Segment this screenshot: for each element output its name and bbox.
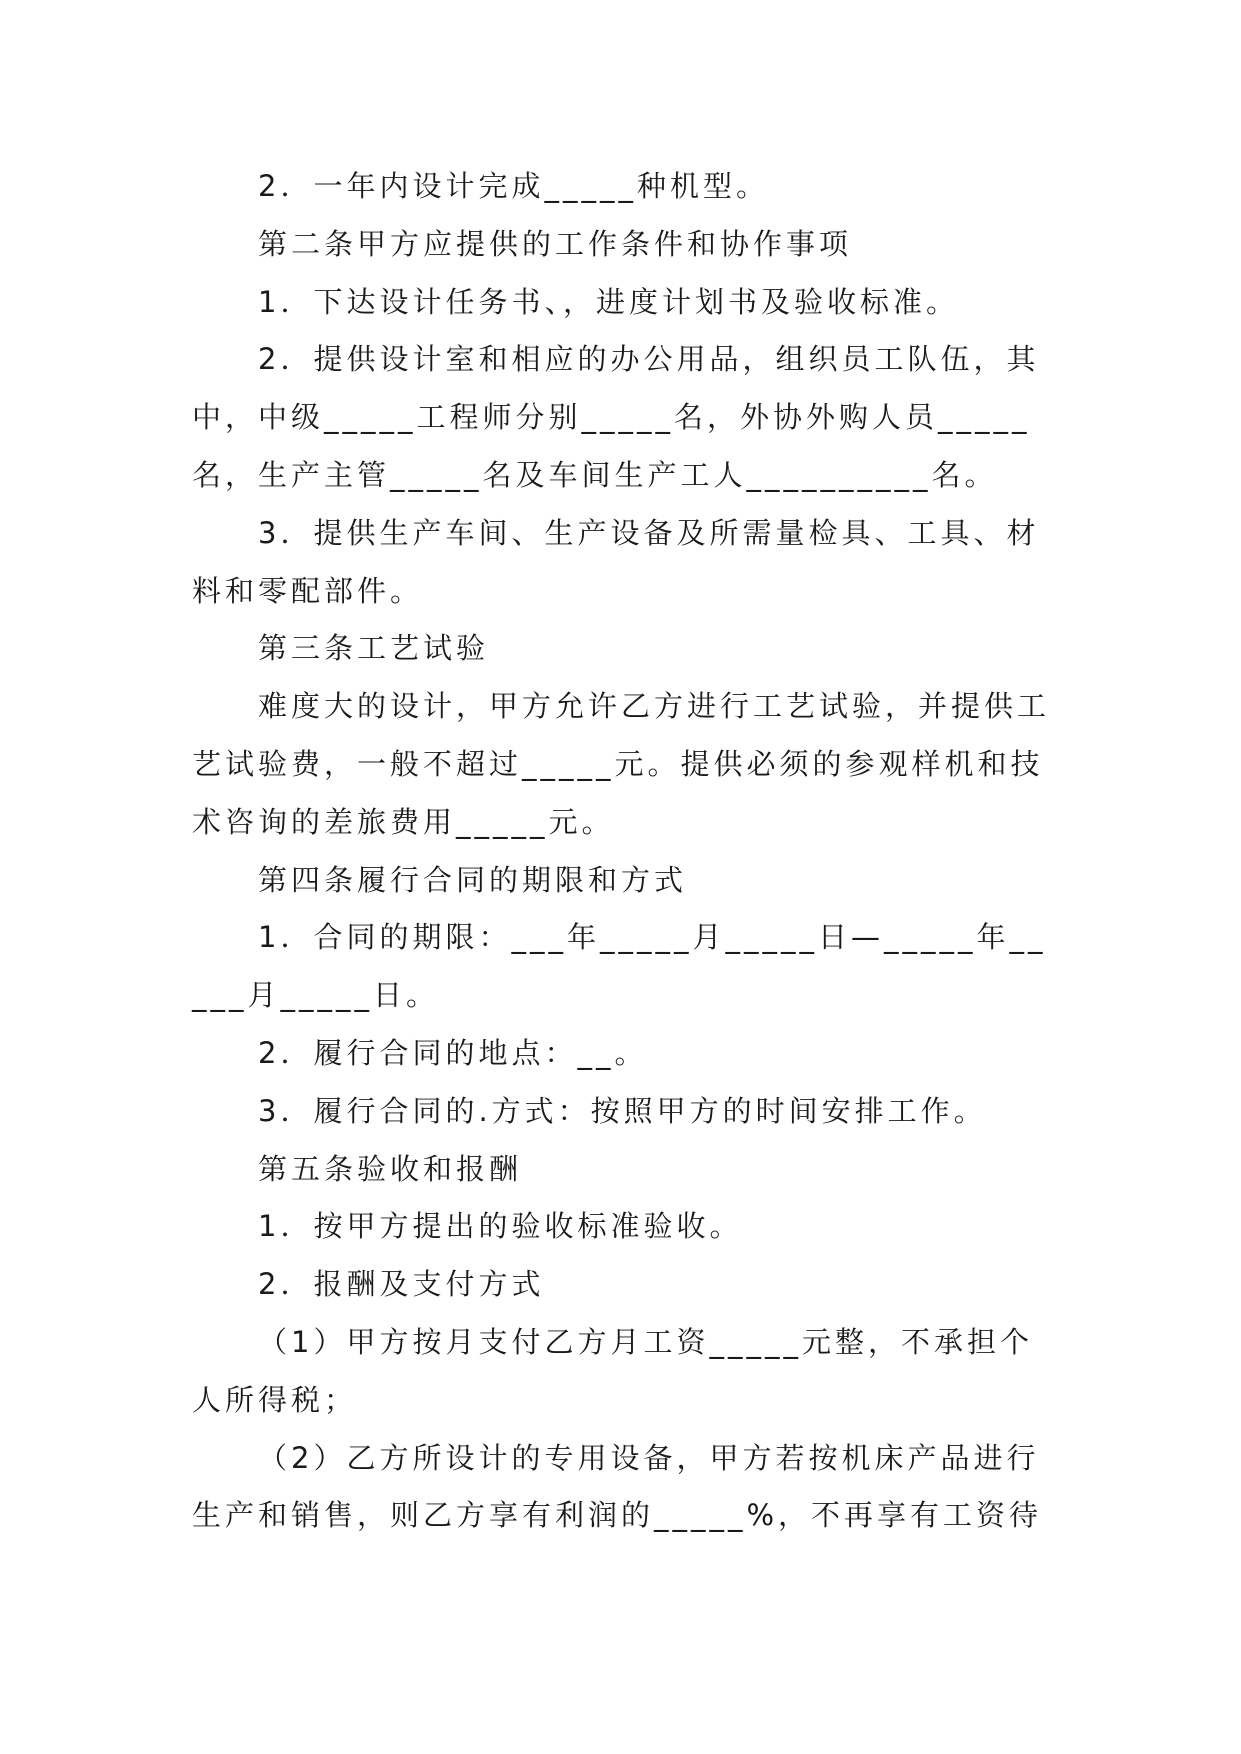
paragraph-contract-period: 1．合同的期限：___年_____月_____日—_____年_____月_____日。 — [192, 920, 1047, 1013]
article-4-heading: 第四条履行合同的期限和方式 — [258, 862, 688, 897]
paragraph-production-facilities: 3．提供生产车间、生产设备及所需量检具、工具、材料和零配部件。 — [192, 515, 1040, 608]
paragraph-payment-method: 2．报酬及支付方式 — [258, 1267, 545, 1302]
article-3-heading: 第三条工艺试验 — [258, 631, 490, 666]
paragraph-contract-method: 3．履行合同的.方式：按照甲方的时间安排工作。 — [258, 1093, 987, 1128]
paragraph-design-tasks: 1．下达设计任务书、，进度计划书及验收标准。 — [258, 284, 959, 319]
paragraph-contract-location: 2．履行合同的地点：__。 — [258, 1035, 648, 1070]
paragraph-profit-share: （2）乙方所设计的专用设备，甲方若按机床产品进行生产和销售，则乙方享有利润的_____%，不再享有工资待 — [192, 1440, 1043, 1533]
paragraph-process-trial: 难度大的设计，甲方允许乙方进行工艺试验，并提供工艺试验费，一般不超过_____元。提供必须的参观样机和技术咨询的差旅费用_____元。 — [192, 689, 1051, 839]
paragraph-staffing: 2．提供设计室和相应的办公用品，组织员工队伍，其中，中级_____工程师分别_____名，外协外购人员_____名，生产主管_____名及车间生产工人__________名。 — [192, 342, 1040, 492]
paragraph-acceptance: 1．按甲方提出的验收标准验收。 — [258, 1209, 743, 1244]
paragraph-design-count: 2．一年内设计完成_____种机型。 — [258, 169, 769, 203]
document-body — [192, 158, 1057, 1545]
paragraph-monthly-salary: （1）甲方按月支付乙方月工资_____元整，不承担个人所得税； — [192, 1324, 1033, 1417]
article-5-heading: 第五条验收和报酬 — [258, 1151, 523, 1186]
article-2-heading: 第二条甲方应提供的工作条件和协作事项 — [258, 226, 853, 261]
